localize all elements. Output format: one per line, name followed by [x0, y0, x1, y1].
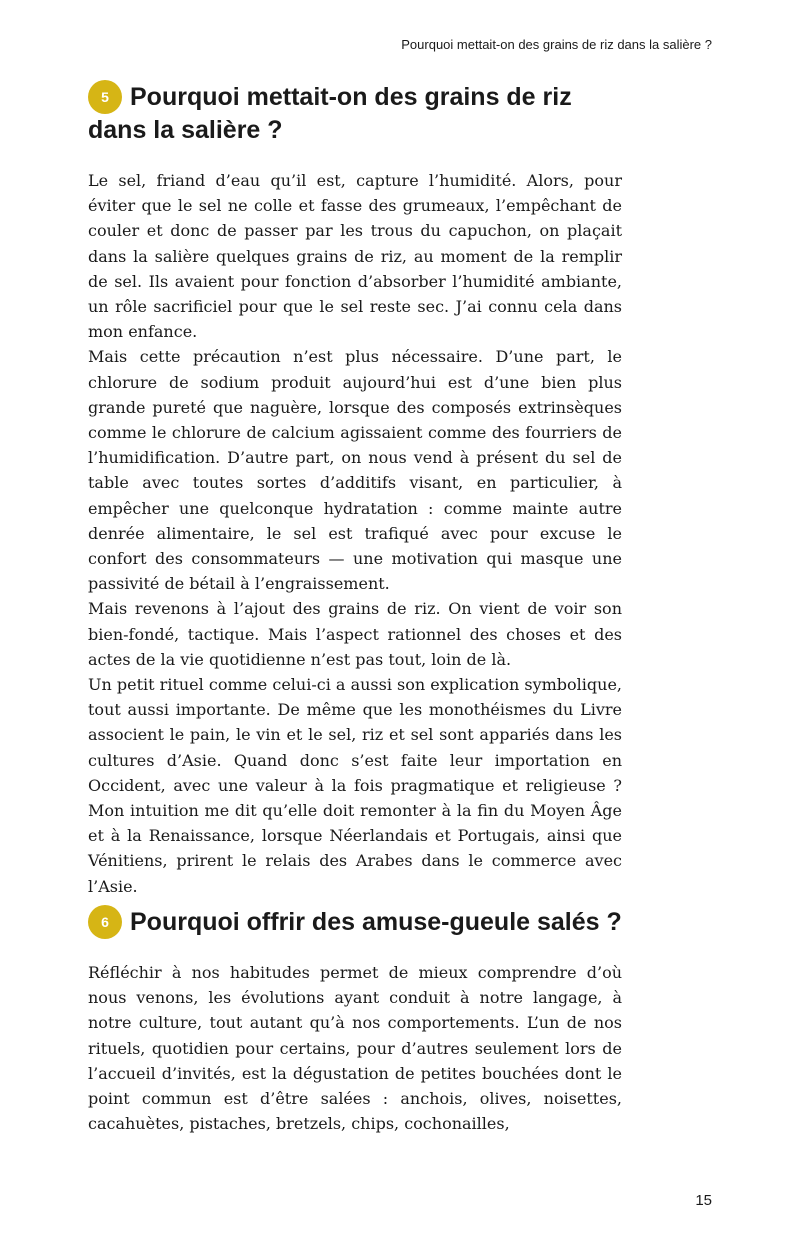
section-title: Pourquoi offrir des amuse-gueule salés ?: [130, 908, 622, 936]
paragraph: Mais revenons à l’ajout des grains de riz. On vient de voir son bien-fondé, tactique. Mais l’aspect rationnel des choses et des actes de la vie quotidienne n’est pas tout, loin de là.: [88, 599, 622, 669]
running-head: Pourquoi mettait-on des grains de riz dans la salière ?: [401, 37, 712, 52]
section-5: [88, 80, 622, 899]
section-body: [88, 960, 622, 1136]
paragraph: Mais cette précaution n’est plus nécessaire. D’une part, le chlorure de sodium produit aujourd’hui est d’une bien plus grande pureté que naguère, lorsque des composés extrinsèques comme le chlorure de calcium agissaient comme des fourriers de l’humidification. D’autre part, on nous vend à présent du sel de table avec toutes sortes d’additifs visant, en particulier, à empêcher une quelconque hydratation : comme mainte autre denrée alimentaire, le sel est trafiqué avec pour excuse le confort des consommateurs — une motivation qui masque une passivité de bétail à l’engraissement.: [88, 347, 622, 594]
paragraph: Le sel, friand d’eau qu’il est, capture l’humidité. Alors, pour éviter que le sel ne colle et fasse des grumeaux, l’empêchant de couler et donc de passer par les trous du capuchon, on plaçait dans la salière quelques grains de riz, au moment de la remplir de sel. Ils avaient pour fonction d’absorber l’humidité ambiante, un rôle sacrificiel pour que le sel reste sec. J’ai connu cela dans mon enfance.: [88, 171, 622, 342]
section-title: Pourquoi mettait-on des grains de riz dans la salière ?: [88, 83, 572, 144]
section-6: [88, 905, 622, 1136]
paragraph: Un petit rituel comme celui-ci a aussi son explication symbolique, tout aussi importante. De même que les monothéismes du Livre associent le pain, le vin et le sel, riz et sel sont appariés dans les cultures d’Asie. Quand donc s’est faite leur importation en Occident, avec une valeur à la fois pragmatique et religieuse ? Mon intuition me dit qu’elle doit remonter à la fin du Moyen Âge et à la Renaissance, lorsque Néerlandais et Portugais, ainsi que Vénitiens, prirent le relais des Arabes dans le commerce avec l’Asie.: [88, 675, 622, 896]
section-heading: [88, 80, 622, 147]
paragraph: Réfléchir à nos habitudes permet de mieux comprendre d’où nous venons, les évolutions ayant conduit à notre langage, à notre culture, tout autant qu’à nos comportements. L’un de nos rituels, quotidien pour certains, pour d’autres seulement lors de l’accueil d’invités, est la dégustation de petites bouchées dont le point commun est d’être salées : anchois, olives, noisettes, cacahuètes, pistaches, bretzels, chips, cochonailles,: [88, 963, 622, 1134]
section-number-badge: 6: [88, 905, 122, 939]
section-body: [88, 168, 622, 899]
section-number-badge: 5: [88, 80, 122, 114]
section-heading: [88, 905, 622, 939]
page-number: 15: [695, 1192, 712, 1209]
